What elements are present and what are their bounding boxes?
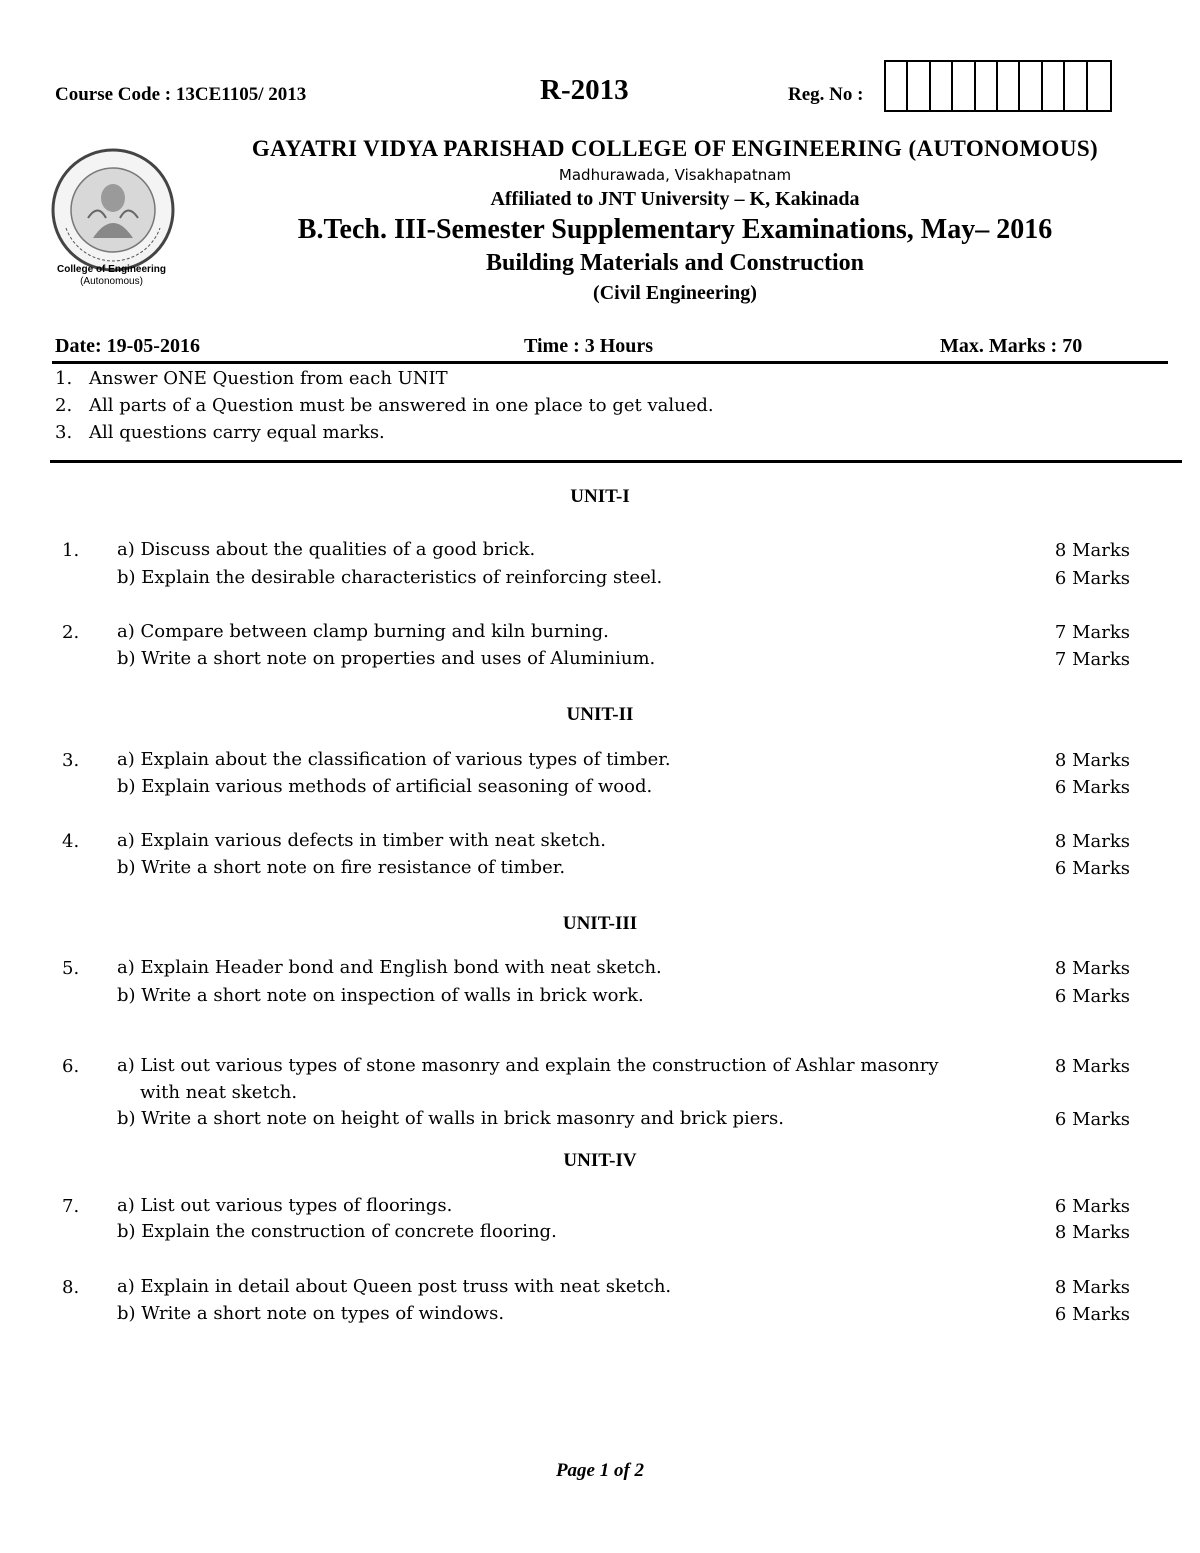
reg-no-box[interactable] [908, 62, 930, 110]
question-part-b: b) Explain the desirable characteristics of reinforcing steel. [117, 567, 663, 588]
reg-no-box[interactable] [953, 62, 975, 110]
exam-duration: Time : 3 Hours [524, 335, 654, 357]
question-part-a: a) Compare between clamp burning and kiln burning. [117, 621, 609, 642]
question-number: 4. [62, 831, 80, 852]
question-part-a: a) Explain Header bond and English bond with neat sketch. [117, 957, 662, 978]
marks: 6 Marks [1054, 568, 1130, 589]
question-part-a: a) Explain in detail about Queen post truss with neat sketch. [117, 1276, 672, 1297]
question-number: 8. [62, 1277, 80, 1298]
instruction-number: 1. [55, 368, 73, 389]
marks: 6 Marks [1054, 1196, 1130, 1217]
regulation-label: R-2013 [540, 74, 629, 106]
question-part-b: b) Write a short note on properties and uses of Aluminium. [117, 648, 656, 669]
marks: 6 Marks [1054, 858, 1130, 879]
exam-date: Date: 19-05-2016 [55, 335, 200, 357]
question-number: 3. [62, 750, 80, 771]
reg-no-box[interactable] [998, 62, 1020, 110]
subject-title: Building Materials and Construction [485, 250, 865, 276]
instruction-number: 2. [55, 395, 73, 416]
instruction-text: All questions carry equal marks. [89, 422, 385, 443]
max-marks: Max. Marks : 70 [940, 335, 1083, 357]
marks: 7 Marks [1054, 622, 1130, 643]
question-part-a: a) Explain various defects in timber with neat sketch. [117, 830, 606, 851]
marks: 7 Marks [1054, 649, 1130, 670]
marks: 6 Marks [1054, 1304, 1130, 1325]
question-part-a: a) List out various types of floorings. [117, 1195, 453, 1216]
logo-caption-college: College of Engineering [57, 264, 166, 275]
question-number: 5. [62, 958, 80, 979]
affiliation: Affiliated to JNT University – K, Kakinada [490, 188, 860, 210]
unit-heading: UNIT-II [566, 704, 634, 725]
divider [52, 361, 1168, 364]
question-part-b: b) Write a short note on fire resistance of timber. [117, 857, 566, 878]
unit-heading: UNIT-III [562, 913, 638, 934]
college-name: GAYATRI VIDYA PARISHAD COLLEGE OF ENGINEERING (AUTONOMOUS) [251, 136, 1099, 161]
reg-no-box[interactable] [886, 62, 908, 110]
instruction-number: 3. [55, 422, 73, 443]
logo-caption-autonomous: (Autonomous) [80, 276, 143, 287]
reg-no-box[interactable] [1088, 62, 1110, 110]
reg-no-label: Reg. No : [788, 84, 864, 105]
page-number: Page 1 of 2 [555, 1460, 645, 1481]
reg-no-box[interactable] [1065, 62, 1087, 110]
exam-title: B.Tech. III-Semester Supplementary Examinations, May– 2016 [297, 214, 1053, 245]
instruction-item [55, 422, 385, 443]
question-number: 2. [62, 622, 80, 643]
instruction-text: Answer ONE Question from each UNIT [89, 368, 448, 389]
unit-heading: UNIT-IV [563, 1150, 637, 1171]
question-part-b: b) Explain the construction of concrete flooring. [117, 1221, 557, 1242]
question-part-a: a) Discuss about the qualities of a good brick. [117, 539, 536, 560]
branch: (Civil Engineering) [593, 282, 757, 304]
question-part-a: a) Explain about the classification of various types of timber. [117, 749, 671, 770]
reg-no-box[interactable] [1043, 62, 1065, 110]
question-part-b: b) Write a short note on inspection of walls in brick work. [117, 985, 644, 1006]
college-location: Madhurawada, Visakhapatnam [558, 166, 792, 184]
instruction-item [55, 395, 714, 416]
divider [50, 460, 1182, 463]
reg-no-box[interactable] [931, 62, 953, 110]
unit-heading: UNIT-I [570, 486, 630, 507]
reg-no-box[interactable] [1020, 62, 1042, 110]
question-number: 7. [62, 1196, 80, 1217]
marks: 8 Marks [1054, 750, 1130, 771]
instruction-text: All parts of a Question must be answered in one place to get valued. [89, 395, 714, 416]
instruction-item [55, 368, 448, 389]
marks: 8 Marks [1054, 1277, 1130, 1298]
question-part-a: a) List out various types of stone masonry and explain the construction of Ashlar masonry [117, 1055, 939, 1076]
marks: 8 Marks [1054, 1056, 1130, 1077]
question-number: 1. [62, 540, 80, 561]
question-part-b: b) Write a short note on types of windows. [117, 1303, 505, 1324]
question-part-b: b) Explain various methods of artificial seasoning of wood. [117, 776, 653, 797]
marks: 8 Marks [1054, 831, 1130, 852]
course-code: Course Code : 13CE1105/ 2013 [55, 84, 307, 105]
marks: 8 Marks [1054, 540, 1130, 561]
question-part-a-continued: with neat sketch. [140, 1082, 298, 1103]
marks: 6 Marks [1054, 1109, 1130, 1130]
question-part-b: b) Write a short note on height of walls in brick masonry and brick piers. [117, 1108, 784, 1129]
reg-no-box[interactable] [976, 62, 998, 110]
marks: 8 Marks [1054, 1222, 1130, 1243]
question-number: 6. [62, 1056, 80, 1077]
marks: 6 Marks [1054, 986, 1130, 1007]
marks: 6 Marks [1054, 777, 1130, 798]
marks: 8 Marks [1054, 958, 1130, 979]
reg-no-boxes[interactable] [884, 60, 1112, 112]
